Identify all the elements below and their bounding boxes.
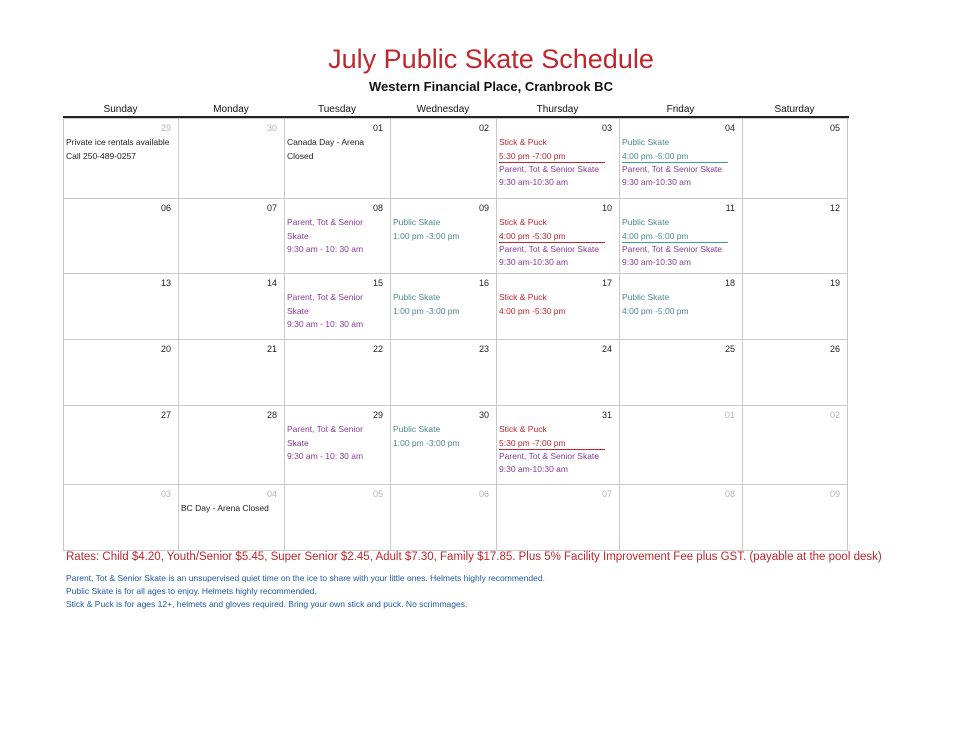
calendar-day-cell: [743, 274, 848, 340]
day-number: 31: [601, 410, 612, 420]
day-number: 09: [478, 203, 489, 213]
event-line: Stick & Puck: [499, 137, 547, 148]
day-number: 22: [372, 344, 383, 354]
calendar-day-cell: [179, 485, 285, 551]
day-number: 05: [829, 123, 840, 133]
calendar-day-cell: [620, 119, 743, 199]
calendar-day-cell: [179, 199, 285, 274]
calendar-day-cell: [743, 340, 848, 406]
day-number: 15: [372, 278, 383, 288]
event-line: 9:30 am-10:30 am: [499, 256, 568, 267]
day-number: 06: [160, 203, 171, 213]
day-number: 19: [829, 278, 840, 288]
event-line: Stick & Puck: [499, 217, 547, 228]
calendar-day-cell: [391, 485, 497, 551]
event-line: 4:00 pm -5:00 pm: [622, 230, 728, 243]
event-line: 4:00 pm -5:00 pm: [622, 305, 689, 316]
day-number: 02: [478, 123, 489, 133]
event-line: Skate: [287, 230, 309, 241]
day-number: 09: [829, 489, 840, 499]
event-line: 9:30 am-10:30 am: [622, 176, 691, 187]
calendar-day-cell: [64, 340, 179, 406]
calendar-day-cell: [179, 274, 285, 340]
event-line: Parent, Tot & Senior Skate: [499, 163, 600, 174]
weekday-label: Monday: [213, 104, 249, 115]
event-line: Parent, Tot & Senior Skate: [622, 243, 723, 254]
page-title: July Public Skate Schedule: [328, 44, 654, 74]
day-number: 03: [601, 123, 612, 133]
day-number: 11: [725, 203, 735, 213]
day-number: 05: [372, 489, 383, 499]
calendar-day-cell: [497, 199, 620, 274]
event-line: Public Skate: [622, 137, 670, 148]
weekday-label: Wednesday: [416, 104, 470, 115]
day-number: 16: [478, 278, 489, 288]
event-line: 1:00 pm -3:00 pm: [393, 230, 460, 241]
calendar-day-cell: [620, 485, 743, 551]
calendar-day-cell: [64, 119, 179, 199]
calendar-day-cell: [391, 274, 497, 340]
day-number: 03: [160, 489, 171, 499]
calendar-day-cell: [497, 274, 620, 340]
calendar-day-cell: [497, 340, 620, 406]
weekday-label: Tuesday: [318, 104, 356, 115]
day-number: 08: [724, 489, 735, 499]
event-line: 9:30 am-10:30 am: [622, 256, 691, 267]
day-number: 17: [601, 278, 612, 288]
event-line: 4:00 pm -5:30 pm: [499, 305, 566, 316]
day-number: 01: [372, 123, 383, 133]
calendar-day-cell: [285, 199, 391, 274]
day-number: 01: [724, 410, 735, 420]
event-line: 9:30 am - 10: 30 am: [287, 318, 364, 329]
event-line: Canada Day - Arena: [287, 137, 365, 148]
calendar-day-cell: [285, 485, 391, 551]
event-line: Parent, Tot & Senior Skate: [499, 243, 600, 254]
event-line: Skate: [287, 437, 309, 448]
event-line: 9:30 am-10:30 am: [499, 463, 568, 474]
event-line: Stick & Puck: [499, 424, 547, 435]
day-number: 25: [724, 344, 735, 354]
day-number: 28: [266, 410, 277, 420]
day-number: 06: [478, 489, 489, 499]
calendar-day-cell: [743, 485, 848, 551]
day-number: 08: [372, 203, 383, 213]
calendar-day-cell: [620, 274, 743, 340]
day-number: 04: [724, 123, 735, 133]
note-parent-tot: Parent, Tot & Senior Skate is an unsupervised quiet time on the ice to share with your little ones. Helmets highly recommended.: [66, 573, 545, 583]
note-public-skate: Public Skate is for all ages to enjoy. Helmets highly recommended.: [66, 586, 317, 596]
calendar-day-cell: [64, 485, 179, 551]
calendar-day-cell: [391, 199, 497, 274]
event-line: 1:00 pm -3:00 pm: [393, 437, 460, 448]
weekday-header: [63, 104, 849, 115]
calendar-day-cell: [497, 406, 620, 485]
calendar-grid: [63, 118, 849, 551]
event-line: Parent, Tot & Senior: [287, 217, 363, 228]
event-line: Skate: [287, 305, 309, 316]
page-subtitle: Western Financial Place, Cranbrook BC: [369, 79, 613, 94]
calendar-day-cell: [391, 406, 497, 485]
day-number: 30: [266, 123, 277, 133]
day-number: 12: [829, 203, 840, 213]
event-line: Call 250-489-0257: [66, 150, 136, 161]
day-number: 07: [266, 203, 277, 213]
event-line: Parent, Tot & Senior Skate: [622, 163, 723, 174]
calendar-day-cell: [64, 406, 179, 485]
event-line: Parent, Tot & Senior Skate: [499, 450, 600, 461]
event-line: Public Skate: [393, 217, 441, 228]
calendar-day-cell: [179, 406, 285, 485]
day-number: 27: [160, 410, 171, 420]
weekday-label: Friday: [666, 104, 695, 115]
event-line: Private ice rentals available: [66, 137, 170, 148]
event-line: 1:00 pm -3:00 pm: [393, 305, 460, 316]
note-stick-puck: Stick & Puck is for ages 12+, helmets and gloves required. Bring your own stick and puck. No scrimmages.: [66, 599, 468, 609]
day-number: 10: [601, 203, 612, 213]
calendar-day-cell: [285, 274, 391, 340]
event-line: Public Skate: [622, 292, 670, 303]
event-line: 4:00 pm -5:00 pm: [622, 150, 728, 163]
event-line: Parent, Tot & Senior: [287, 424, 363, 435]
event-line: Parent, Tot & Senior: [287, 292, 363, 303]
calendar-day-cell: [620, 340, 743, 406]
event-line: 9:30 am - 10: 30 am: [287, 450, 364, 461]
calendar-day-cell: [743, 119, 848, 199]
calendar-day-cell: [391, 340, 497, 406]
weekday-label: Sunday: [103, 104, 138, 115]
event-line: 4:00 pm -5:30 pm: [499, 230, 605, 243]
event-line: Stick & Puck: [499, 292, 547, 303]
event-line: 9:30 am - 10: 30 am: [287, 243, 364, 254]
day-number: 20: [160, 344, 171, 354]
calendar-day-cell: [64, 274, 179, 340]
event-line: Public Skate: [622, 217, 670, 228]
day-number: 29: [160, 123, 171, 133]
calendar-day-cell: [743, 199, 848, 274]
event-line: Public Skate: [393, 292, 441, 303]
day-number: 18: [724, 278, 735, 288]
calendar-day-cell: [391, 119, 497, 199]
day-number: 04: [266, 489, 277, 499]
day-number: 14: [266, 278, 277, 288]
calendar-day-cell: [497, 119, 620, 199]
day-number: 21: [266, 344, 277, 354]
day-number: 24: [601, 344, 612, 354]
event-line: Closed: [287, 150, 314, 161]
calendar-day-cell: [497, 485, 620, 551]
rates-text: Rates: Child $4.20, Youth/Senior $5.45, Super Senior $2.45, Adult $7.30, Family $17.85. Plus 5% Facility Improvement Fee plus GST. (payable at the pool desk): [66, 551, 882, 563]
calendar-day-cell: [285, 119, 391, 199]
day-number: 07: [601, 489, 612, 499]
day-number: 26: [829, 344, 840, 354]
weekday-label: Saturday: [774, 104, 815, 115]
calendar-day-cell: [285, 406, 391, 485]
calendar-day-cell: [620, 406, 743, 485]
calendar-day-cell: [179, 119, 285, 199]
calendar-day-cell: [743, 406, 848, 485]
calendar-day-cell: [179, 340, 285, 406]
calendar-day-cell: [64, 199, 179, 274]
event-line: Public Skate: [393, 424, 441, 435]
calendar-day-cell: [620, 199, 743, 274]
day-number: 02: [829, 410, 840, 420]
calendar-day-cell: [285, 340, 391, 406]
day-number: 30: [478, 410, 489, 420]
day-number: 13: [160, 278, 171, 288]
weekday-label: Thursday: [536, 104, 579, 115]
event-line: BC Day - Arena Closed: [181, 503, 269, 514]
event-line: 5:30 pm -7:00 pm: [499, 437, 605, 450]
day-number: 23: [478, 344, 489, 354]
event-line: 9:30 am-10:30 am: [499, 176, 568, 187]
day-number: 29: [372, 410, 383, 420]
event-line: 5:30 pm -7:00 pm: [499, 150, 605, 163]
